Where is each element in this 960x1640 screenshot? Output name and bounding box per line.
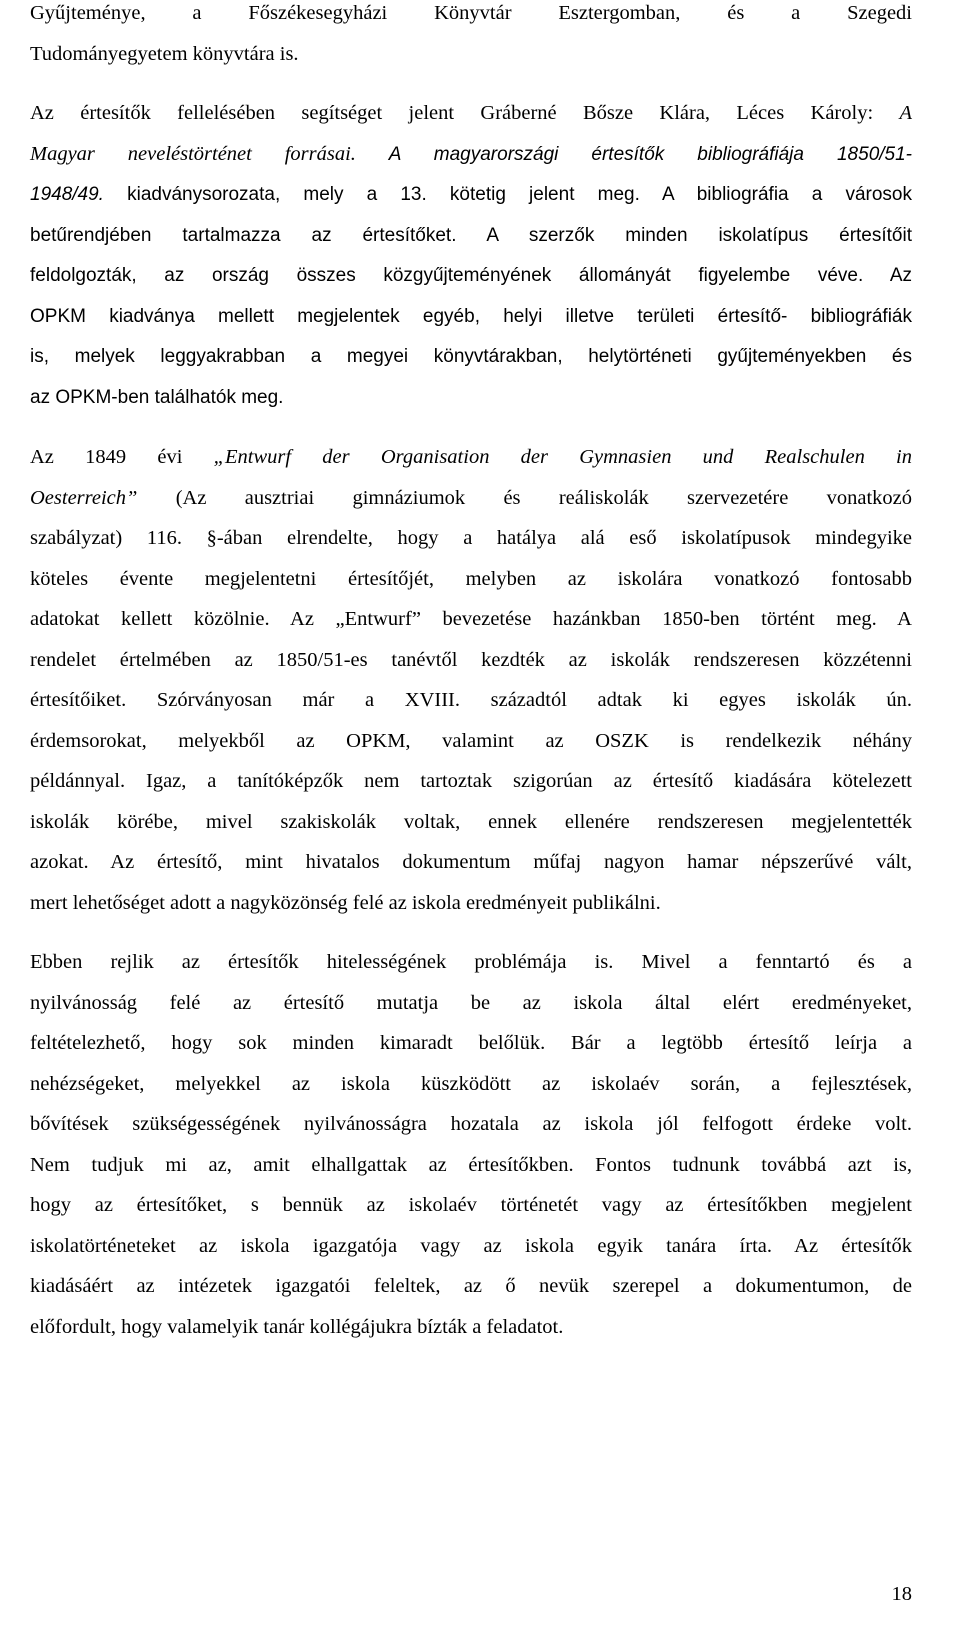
italic-segment: A magyarországi értesítők bibliográfiája 1850/51-	[388, 143, 912, 165]
text-line: érdemsorokat, melyekből az OPKM, valamint az OSZK is rendelkezik néhány	[30, 729, 912, 752]
text-line: köteles évente megjelentetni értesítőjét, melyben az iskolára vonatkozó fontosabb	[30, 567, 912, 590]
page-number: 18	[891, 1583, 912, 1605]
text-line: bővítések szükségességének nyilvánosságra hozatala az iskola jól felfogott érdeke volt.	[30, 1113, 912, 1135]
text-line	[30, 437, 912, 478]
text-line: kiadásáért az intézetek igazgatói feleltek, az ő nevük szerepel a dokumentumon, de	[30, 1275, 912, 1297]
italic-segment: „Entwurf der Organisation der Gymnasien und Realschulen in	[213, 446, 912, 468]
text-line: is, melyek leggyakrabban a megyei könyvtárakban, helytörténeti gyűjteményekben és	[30, 346, 912, 367]
text-line: azokat. Az értesítő, mint hivatalos dokumentum műfaj nagyon hamar népszerűvé vált,	[30, 851, 912, 873]
text-line: szabályzat) 116. §-ában elrendelte, hogy a hatálya alá eső iskolatípusok mindegyike	[30, 527, 912, 549]
text-line: Nem tudjuk mi az, amit elhallgattak az értesítőkben. Fontos tudnunk továbbá azt is,	[30, 1153, 912, 1176]
text-line: iskolatörténeteket az iskola igazgatója vagy az iskola egyik tanára írta. Az értesítők	[30, 1234, 912, 1257]
text-line: betűrendjében tartalmazza az értesítőket. A szerzők minden iskolatípus értesítőit	[30, 224, 912, 246]
text-line: értesítőiket. Szórványosan már a XVIII. századtól adtak ki egyes iskolák ún.	[30, 689, 912, 711]
text-line	[30, 175, 912, 216]
text-segment: Az 1849 évi	[30, 446, 214, 468]
text-line: nyilvánosság felé az értesítő mutatja be az iskola által elért eredményeket,	[30, 991, 912, 1014]
paragraph-gap	[30, 74, 912, 93]
text-line	[30, 134, 912, 176]
text-line: feldolgozták, az ország összes közgyűjteményének állományát figyelembe véve. Az	[30, 265, 912, 286]
text-segment: kiadványsorozata, mely a 13. kötetig jelent meg. A bibliográfia a városok	[103, 184, 912, 205]
italic-segment: A	[899, 102, 912, 124]
text-line: Tudományegyetem könyvtára is.	[30, 42, 299, 65]
text-line	[30, 93, 912, 134]
italic-segment: 1948/49.	[30, 184, 104, 205]
text-line: nehézségeket, melyekkel az iskola küszködött az iskolaév során, a fejlesztések,	[30, 1072, 912, 1095]
paragraph-entwurf	[30, 437, 912, 923]
text-line: az OPKM-ben találhatók meg.	[30, 386, 284, 408]
document-page	[30, 0, 912, 1347]
paragraph-intro	[30, 0, 912, 74]
text-line	[30, 478, 912, 519]
paragraph-gap	[30, 418, 912, 437]
text-line: iskolák körébe, mivel szakiskolák voltak, ennek ellenére rendszeresen megjelentették	[30, 810, 912, 833]
text-line: Gyűjteménye, a Főszékesegyházi Könyvtár Esztergomban, és a Szegedi	[30, 2, 912, 24]
text-line: Ebben rejlik az értesítők hitelességének problémája is. Mivel a fenntartó és a	[30, 951, 912, 973]
text-segment: Az értesítők fellelésében segítséget jelent Gráberné Bősze Klára, Léces Károly:	[30, 102, 900, 124]
italic-segment: Oesterreich”	[30, 486, 138, 509]
paragraph-gap	[30, 923, 912, 942]
text-segment: (Az ausztriai gimnáziumok és reáliskolák szervezetére vonatkozó	[137, 486, 912, 509]
italic-segment: Magyar neveléstörténet forrásai.	[30, 142, 389, 165]
text-line: OPKM kiadványa mellett megjelentek egyéb, helyi illetve területi értesítő- bibliográfiák	[30, 305, 912, 327]
text-line: feltételezhető, hogy sok minden kimaradt belőlük. Bár a legtöbb értesítő leírja a	[30, 1032, 912, 1054]
text-line: előfordult, hogy valamelyik tanár kollégájukra bízták a feladatot.	[30, 1315, 564, 1338]
text-line: mert lehetőséget adott a nagyközönség felé az iskola eredményeit publikálni.	[30, 891, 661, 914]
paragraph-credibility	[30, 942, 912, 1347]
paragraph-bibliography	[30, 93, 912, 418]
text-line: rendelet értelmében az 1850/51-es tanévtől kezdték az iskolák rendszeresen közzétenni	[30, 648, 912, 671]
text-line: példánnyal. Igaz, a tanítóképzők nem tartoztak szigorúan az értesítő kiadására kötelezett	[30, 770, 912, 792]
text-line: adatokat kellett közölnie. Az „Entwurf” bevezetése hazánkban 1850-ben történt meg. A	[30, 608, 912, 630]
text-line: hogy az értesítőket, s bennük az iskolaév történetét vagy az értesítőkben megjelent	[30, 1194, 912, 1216]
